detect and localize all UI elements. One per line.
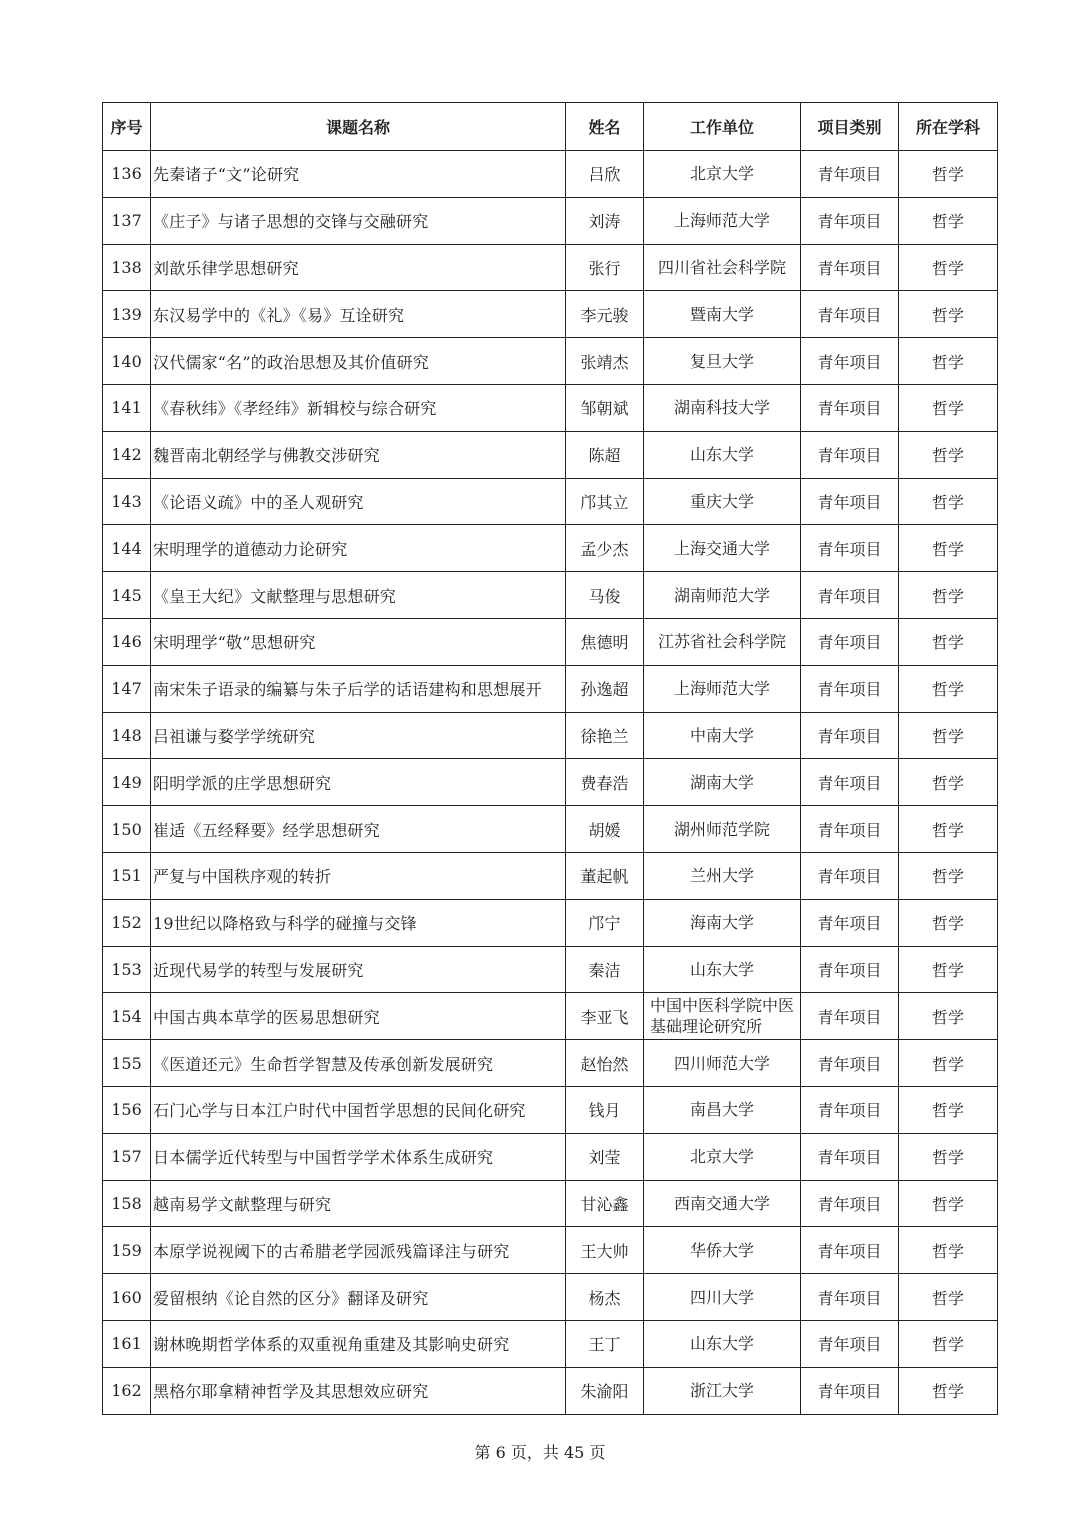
header-org: 工作单位 bbox=[644, 103, 801, 151]
cell-discipline: 哲学 bbox=[899, 1227, 998, 1274]
cell-category: 青年项目 bbox=[801, 431, 899, 478]
cell-serial: 138 bbox=[103, 244, 151, 291]
table-row bbox=[103, 197, 998, 244]
cell-title: 阳明学派的庄学思想研究 bbox=[151, 759, 566, 806]
cell-name: 孟少杰 bbox=[566, 525, 644, 572]
cell-title: 《皇王大纪》文献整理与思想研究 bbox=[151, 572, 566, 619]
table-header-row bbox=[103, 103, 998, 151]
cell-discipline: 哲学 bbox=[899, 1367, 998, 1414]
cell-org: 四川省社会科学院 bbox=[644, 244, 801, 291]
cell-serial: 144 bbox=[103, 525, 151, 572]
cell-discipline: 哲学 bbox=[899, 1133, 998, 1180]
cell-org: 山东大学 bbox=[644, 946, 801, 993]
table-row bbox=[103, 946, 998, 993]
cell-discipline: 哲学 bbox=[899, 852, 998, 899]
cell-name: 李亚飞 bbox=[566, 993, 644, 1040]
table-row bbox=[103, 993, 998, 1040]
table-row bbox=[103, 852, 998, 899]
cell-discipline: 哲学 bbox=[899, 572, 998, 619]
cell-name: 刘涛 bbox=[566, 197, 644, 244]
cell-org: 山东大学 bbox=[644, 1320, 801, 1367]
cell-title: 中国古典本草学的医易思想研究 bbox=[151, 993, 566, 1040]
cell-title: 刘歆乐律学思想研究 bbox=[151, 244, 566, 291]
cell-serial: 151 bbox=[103, 852, 151, 899]
cell-serial: 158 bbox=[103, 1180, 151, 1227]
cell-serial: 162 bbox=[103, 1367, 151, 1414]
cell-discipline: 哲学 bbox=[899, 525, 998, 572]
cell-discipline: 哲学 bbox=[899, 665, 998, 712]
table-row bbox=[103, 1227, 998, 1274]
cell-category: 青年项目 bbox=[801, 151, 899, 198]
cell-name: 甘沁鑫 bbox=[566, 1180, 644, 1227]
cell-discipline: 哲学 bbox=[899, 993, 998, 1040]
cell-name: 张行 bbox=[566, 244, 644, 291]
cell-category: 青年项目 bbox=[801, 244, 899, 291]
header-category: 项目类别 bbox=[801, 103, 899, 151]
cell-serial: 137 bbox=[103, 197, 151, 244]
cell-category: 青年项目 bbox=[801, 899, 899, 946]
cell-org: 湖南科技大学 bbox=[644, 384, 801, 431]
cell-category: 青年项目 bbox=[801, 1040, 899, 1087]
cell-category: 青年项目 bbox=[801, 338, 899, 385]
table-row bbox=[103, 431, 998, 478]
cell-title: 《医道还元》生命哲学智慧及传承创新发展研究 bbox=[151, 1040, 566, 1087]
cell-discipline: 哲学 bbox=[899, 151, 998, 198]
cell-category: 青年项目 bbox=[801, 712, 899, 759]
cell-serial: 139 bbox=[103, 291, 151, 338]
cell-category: 青年项目 bbox=[801, 946, 899, 993]
cell-serial: 142 bbox=[103, 431, 151, 478]
cell-name: 邝其立 bbox=[566, 478, 644, 525]
cell-title: 魏晋南北朝经学与佛教交涉研究 bbox=[151, 431, 566, 478]
cell-org: 上海师范大学 bbox=[644, 665, 801, 712]
table-row bbox=[103, 478, 998, 525]
cell-discipline: 哲学 bbox=[899, 244, 998, 291]
cell-org: 四川师范大学 bbox=[644, 1040, 801, 1087]
cell-serial: 136 bbox=[103, 151, 151, 198]
cell-serial: 155 bbox=[103, 1040, 151, 1087]
cell-name: 焦德明 bbox=[566, 618, 644, 665]
table-row bbox=[103, 899, 998, 946]
cell-serial: 146 bbox=[103, 618, 151, 665]
cell-title: 谢林晚期哲学体系的双重视角重建及其影响史研究 bbox=[151, 1320, 566, 1367]
cell-serial: 148 bbox=[103, 712, 151, 759]
cell-org: 重庆大学 bbox=[644, 478, 801, 525]
cell-name: 徐艳兰 bbox=[566, 712, 644, 759]
table-row bbox=[103, 1274, 998, 1321]
table-row bbox=[103, 572, 998, 619]
cell-name: 杨杰 bbox=[566, 1274, 644, 1321]
cell-discipline: 哲学 bbox=[899, 431, 998, 478]
cell-category: 青年项目 bbox=[801, 1320, 899, 1367]
cell-serial: 141 bbox=[103, 384, 151, 431]
cell-category: 青年项目 bbox=[801, 525, 899, 572]
cell-category: 青年项目 bbox=[801, 1274, 899, 1321]
cell-category: 青年项目 bbox=[801, 1180, 899, 1227]
cell-category: 青年项目 bbox=[801, 478, 899, 525]
cell-discipline: 哲学 bbox=[899, 759, 998, 806]
cell-category: 青年项目 bbox=[801, 665, 899, 712]
cell-title: 崔适《五经释要》经学思想研究 bbox=[151, 806, 566, 853]
cell-title: 石门心学与日本江户时代中国哲学思想的民间化研究 bbox=[151, 1086, 566, 1133]
cell-title: 先秦诸子“文”论研究 bbox=[151, 151, 566, 198]
cell-discipline: 哲学 bbox=[899, 338, 998, 385]
cell-discipline: 哲学 bbox=[899, 712, 998, 759]
cell-title: 《庄子》与诸子思想的交锋与交融研究 bbox=[151, 197, 566, 244]
cell-category: 青年项目 bbox=[801, 291, 899, 338]
cell-category: 青年项目 bbox=[801, 1227, 899, 1274]
cell-name: 吕欣 bbox=[566, 151, 644, 198]
table-row bbox=[103, 665, 998, 712]
page-number: 第 6 页，共 45 页 bbox=[474, 1443, 606, 1462]
table-row bbox=[103, 1086, 998, 1133]
cell-title: 19世纪以降格致与科学的碰撞与交锋 bbox=[151, 899, 566, 946]
cell-discipline: 哲学 bbox=[899, 291, 998, 338]
cell-name: 李元骏 bbox=[566, 291, 644, 338]
cell-serial: 156 bbox=[103, 1086, 151, 1133]
cell-name: 陈超 bbox=[566, 431, 644, 478]
header-title: 课题名称 bbox=[151, 103, 566, 151]
cell-name: 费春浩 bbox=[566, 759, 644, 806]
table-row bbox=[103, 244, 998, 291]
cell-serial: 152 bbox=[103, 899, 151, 946]
cell-name: 邹朝斌 bbox=[566, 384, 644, 431]
cell-category: 青年项目 bbox=[801, 618, 899, 665]
table-row bbox=[103, 151, 998, 198]
cell-org: 山东大学 bbox=[644, 431, 801, 478]
cell-serial: 145 bbox=[103, 572, 151, 619]
cell-title: 宋明理学“敬”思想研究 bbox=[151, 618, 566, 665]
cell-name: 钱月 bbox=[566, 1086, 644, 1133]
cell-serial: 140 bbox=[103, 338, 151, 385]
cell-org: 华侨大学 bbox=[644, 1227, 801, 1274]
table-row bbox=[103, 525, 998, 572]
cell-org: 复旦大学 bbox=[644, 338, 801, 385]
cell-title: 南宋朱子语录的编纂与朱子后学的话语建构和思想展开 bbox=[151, 665, 566, 712]
cell-org: 上海交通大学 bbox=[644, 525, 801, 572]
cell-category: 青年项目 bbox=[801, 384, 899, 431]
cell-serial: 159 bbox=[103, 1227, 151, 1274]
cell-title: 爱留根纳《论自然的区分》翻译及研究 bbox=[151, 1274, 566, 1321]
cell-name: 马俊 bbox=[566, 572, 644, 619]
cell-category: 青年项目 bbox=[801, 1086, 899, 1133]
cell-name: 董起帆 bbox=[566, 852, 644, 899]
cell-discipline: 哲学 bbox=[899, 806, 998, 853]
cell-category: 青年项目 bbox=[801, 1367, 899, 1414]
table-row bbox=[103, 806, 998, 853]
cell-serial: 161 bbox=[103, 1320, 151, 1367]
cell-title: 严复与中国秩序观的转折 bbox=[151, 852, 566, 899]
cell-category: 青年项目 bbox=[801, 1133, 899, 1180]
header-serial: 序号 bbox=[103, 103, 151, 151]
table-row bbox=[103, 1367, 998, 1414]
cell-name: 朱渝阳 bbox=[566, 1367, 644, 1414]
cell-title: 日本儒学近代转型与中国哲学学术体系生成研究 bbox=[151, 1133, 566, 1180]
table-row bbox=[103, 291, 998, 338]
table-row bbox=[103, 1180, 998, 1227]
cell-serial: 153 bbox=[103, 946, 151, 993]
cell-title: 本原学说视阈下的古希腊老学园派残篇译注与研究 bbox=[151, 1227, 566, 1274]
cell-org: 北京大学 bbox=[644, 1133, 801, 1180]
cell-org: 北京大学 bbox=[644, 151, 801, 198]
cell-title: 近现代易学的转型与发展研究 bbox=[151, 946, 566, 993]
cell-org: 湖州师范学院 bbox=[644, 806, 801, 853]
cell-discipline: 哲学 bbox=[899, 946, 998, 993]
cell-name: 王丁 bbox=[566, 1320, 644, 1367]
cell-name: 王大帅 bbox=[566, 1227, 644, 1274]
cell-org: 四川大学 bbox=[644, 1274, 801, 1321]
cell-name: 孙逸超 bbox=[566, 665, 644, 712]
cell-title: 宋明理学的道德动力论研究 bbox=[151, 525, 566, 572]
cell-category: 青年项目 bbox=[801, 197, 899, 244]
cell-org: 湖南大学 bbox=[644, 759, 801, 806]
cell-title: 黑格尔耶拿精神哲学及其思想效应研究 bbox=[151, 1367, 566, 1414]
cell-org: 江苏省社会科学院 bbox=[644, 618, 801, 665]
cell-title: 汉代儒家“名”的政治思想及其价值研究 bbox=[151, 338, 566, 385]
table-row bbox=[103, 618, 998, 665]
cell-org: 暨南大学 bbox=[644, 291, 801, 338]
table-row bbox=[103, 1133, 998, 1180]
cell-discipline: 哲学 bbox=[899, 1320, 998, 1367]
cell-name: 张靖杰 bbox=[566, 338, 644, 385]
cell-name: 邝宁 bbox=[566, 899, 644, 946]
cell-org: 浙江大学 bbox=[644, 1367, 801, 1414]
cell-title: 《论语义疏》中的圣人观研究 bbox=[151, 478, 566, 525]
project-table bbox=[102, 102, 998, 1415]
cell-category: 青年项目 bbox=[801, 572, 899, 619]
cell-title: 《春秋纬》《孝经纬》新辑校与综合研究 bbox=[151, 384, 566, 431]
cell-org: 中国中医科学院中医基础理论研究所 bbox=[644, 993, 801, 1040]
cell-serial: 157 bbox=[103, 1133, 151, 1180]
cell-name: 刘莹 bbox=[566, 1133, 644, 1180]
cell-name: 赵怡然 bbox=[566, 1040, 644, 1087]
cell-org: 中南大学 bbox=[644, 712, 801, 759]
table-row bbox=[103, 1040, 998, 1087]
cell-category: 青年项目 bbox=[801, 759, 899, 806]
table-row bbox=[103, 1320, 998, 1367]
table-row bbox=[103, 384, 998, 431]
cell-title: 吕祖谦与婺学学统研究 bbox=[151, 712, 566, 759]
cell-discipline: 哲学 bbox=[899, 478, 998, 525]
cell-name: 秦洁 bbox=[566, 946, 644, 993]
cell-title: 越南易学文献整理与研究 bbox=[151, 1180, 566, 1227]
table-body bbox=[103, 151, 998, 1415]
cell-serial: 154 bbox=[103, 993, 151, 1040]
cell-org: 上海师范大学 bbox=[644, 197, 801, 244]
cell-discipline: 哲学 bbox=[899, 618, 998, 665]
cell-discipline: 哲学 bbox=[899, 384, 998, 431]
cell-serial: 147 bbox=[103, 665, 151, 712]
cell-discipline: 哲学 bbox=[899, 1274, 998, 1321]
cell-org: 兰州大学 bbox=[644, 852, 801, 899]
cell-category: 青年项目 bbox=[801, 993, 899, 1040]
cell-serial: 160 bbox=[103, 1274, 151, 1321]
cell-org: 湖南师范大学 bbox=[644, 572, 801, 619]
cell-discipline: 哲学 bbox=[899, 197, 998, 244]
cell-discipline: 哲学 bbox=[899, 1040, 998, 1087]
cell-discipline: 哲学 bbox=[899, 899, 998, 946]
table-row bbox=[103, 759, 998, 806]
cell-discipline: 哲学 bbox=[899, 1180, 998, 1227]
table-row bbox=[103, 712, 998, 759]
cell-org: 海南大学 bbox=[644, 899, 801, 946]
cell-title: 东汉易学中的《礼》《易》互诠研究 bbox=[151, 291, 566, 338]
cell-org: 南昌大学 bbox=[644, 1086, 801, 1133]
cell-org: 西南交通大学 bbox=[644, 1180, 801, 1227]
cell-category: 青年项目 bbox=[801, 806, 899, 853]
cell-category: 青年项目 bbox=[801, 852, 899, 899]
cell-discipline: 哲学 bbox=[899, 1086, 998, 1133]
table-row bbox=[103, 338, 998, 385]
header-discipline: 所在学科 bbox=[899, 103, 998, 151]
cell-serial: 143 bbox=[103, 478, 151, 525]
cell-name: 胡媛 bbox=[566, 806, 644, 853]
cell-serial: 149 bbox=[103, 759, 151, 806]
cell-serial: 150 bbox=[103, 806, 151, 853]
header-name: 姓名 bbox=[566, 103, 644, 151]
